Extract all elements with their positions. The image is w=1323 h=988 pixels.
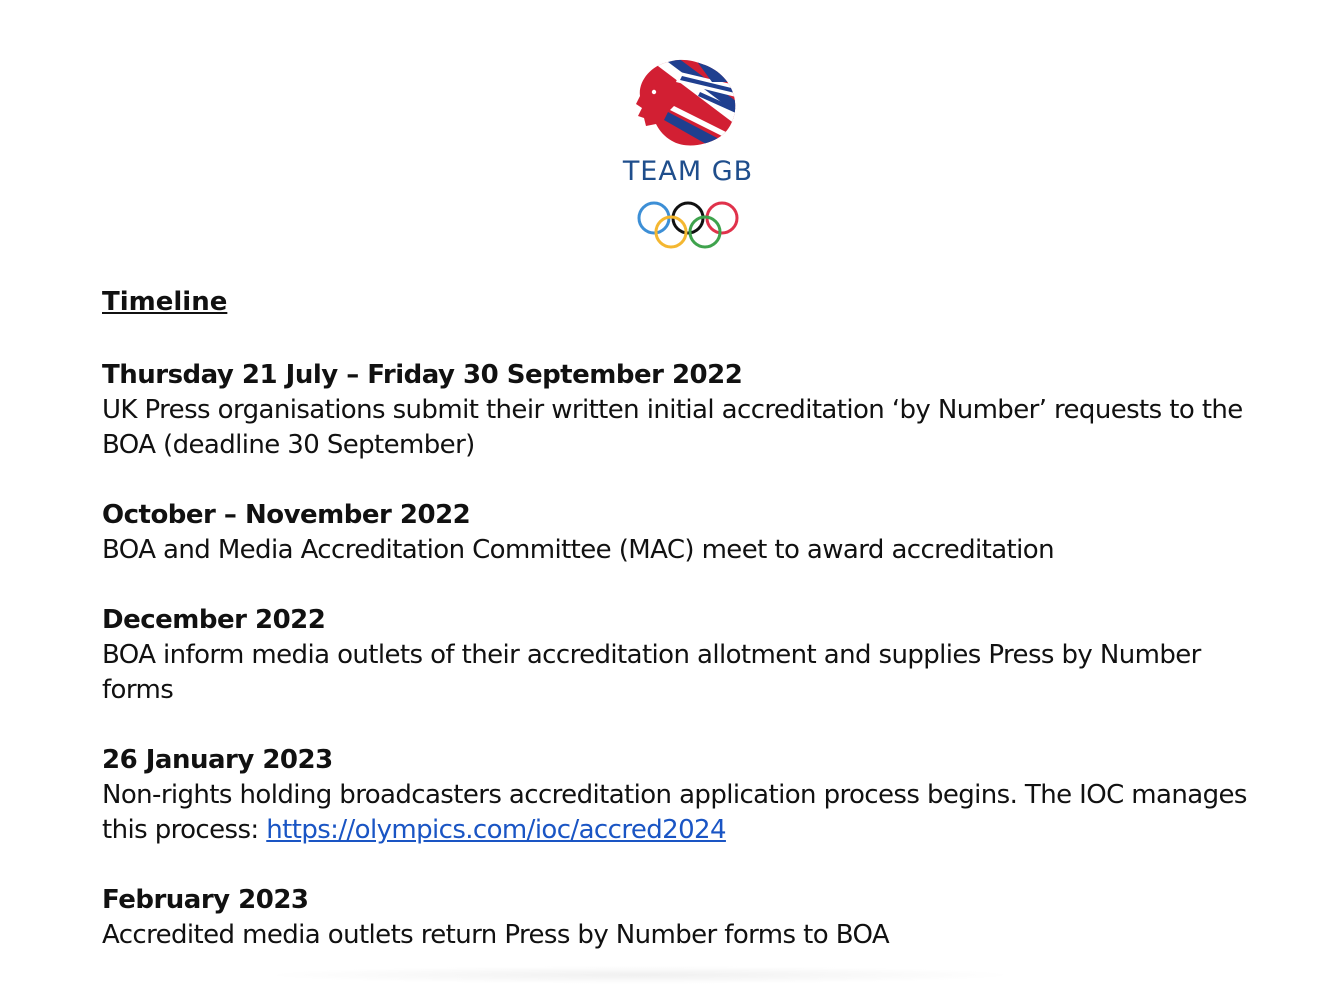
entry-date: October – November 2022 <box>102 500 471 530</box>
lion-head-icon <box>620 52 756 152</box>
entry-description <box>102 778 1272 848</box>
entry-date: Thursday 21 July – Friday 30 September 2022 <box>102 360 743 390</box>
accreditation-link[interactable]: https://olympics.com/ioc/accred2024 <box>266 815 726 845</box>
entry-description: Accredited media outlets return Press by Number forms to BOA <box>102 920 890 950</box>
entry-description: BOA and Media Accreditation Committee (MAC) meet to award accreditation <box>102 535 1054 565</box>
team-gb-logo <box>620 52 756 252</box>
entry-date: December 2022 <box>102 605 326 635</box>
timeline-entry <box>102 358 1272 463</box>
olympic-rings-icon <box>620 198 756 258</box>
entry-date: February 2023 <box>102 885 309 915</box>
entry-date: 26 January 2023 <box>102 745 333 775</box>
timeline-entry <box>102 743 1272 848</box>
timeline-entry <box>102 603 1272 708</box>
timeline-heading: Timeline <box>102 287 228 317</box>
entry-description-text: Non-rights holding broadcasters accreditation application process begins. The IOC manages this process: <box>102 780 1247 845</box>
team-gb-wordmark: TEAM GB <box>622 156 754 187</box>
timeline-section <box>102 284 1272 988</box>
entry-description: BOA inform media outlets of their accreditation allotment and supplies Press by Number forms <box>102 640 1201 705</box>
entry-description: UK Press organisations submit their written initial accreditation ‘by Number’ requests to the BOA (deadline 30 September) <box>102 395 1243 460</box>
page-edge-shadow <box>260 966 1020 984</box>
timeline-entry <box>102 498 1272 568</box>
timeline-entry <box>102 883 1272 953</box>
